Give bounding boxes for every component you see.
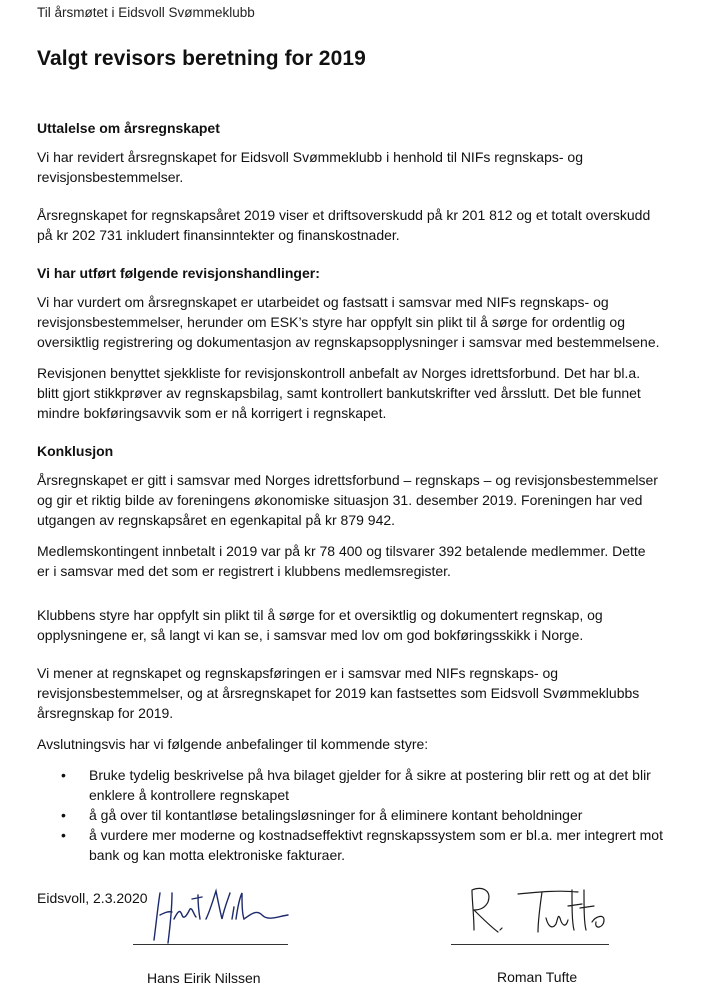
text-line: og gir et riktig bilde av foreningens økonomiske situasjon 31. desember 2019. Foreningen har ved [37,492,643,508]
signature-line-right [451,944,609,945]
bullet-icon: • [61,827,66,843]
signer-name-left: Hans Eirik Nilssen [147,970,261,986]
text-line: revisjonsbestemmelser. [37,169,184,185]
text-line: Klubbens styre har oppfylt sin plikt til å sørge for et oversiktlig og dokumentert regnskap, og [37,607,603,623]
document-body [37,118,687,865]
text-line: Årsregnskapet for regnskapsåret 2019 viser et driftsoverskudd på kr 201 812 og et totalt overskudd [37,207,651,223]
text-line: utgangen av regnskapsåret en egenkapital på kr 879 942. [37,512,396,528]
paragraph [37,663,687,723]
heading-conclusion: Konklusjon [37,443,114,459]
heading-statement: Uttalelse om årsregnskapet [37,120,220,136]
signer-name-right: Roman Tufte [497,969,578,985]
text-line: revisjonsbestemmelser, og at årsregnskapet for 2019 kan fastsettes som Eidsvoll Svømmeklubbs [37,685,640,701]
text-line: bank og kan motta elektroniske fakturaer. [89,847,346,863]
text-line: blitt gjort stikkprøver av regnskapsbilag, samt kontrollert bankutskrifter ved årsslutt. Det ble funnet [37,385,641,401]
recommendations-list [37,765,687,865]
paragraph [37,605,687,645]
paragraph: Avslutningsvis har vi følgende anbefalinger til kommende styre: [37,736,429,752]
place-date: Eidsvoll, 2.3.2020 [37,890,148,906]
bullet-icon: • [61,807,66,823]
list-item [37,805,687,825]
paragraph [37,541,687,581]
paragraph [37,147,687,187]
text-line: å vurdere mer moderne og kostnadseffektivt regnskapssystem som er bl.a. mer integrert mot [89,827,663,843]
text-line: Bruke tydelig beskrivelse på hva bilaget gjelder for å sikre at postering blir rett og at det blir [89,767,651,783]
text-line: mindre bokføringsavvik som er nå korrigert i regnskapet. [37,405,387,421]
list-item [37,825,687,865]
text-line: Årsregnskapet er gitt i samsvar med Norges idrettsforbund – regnskaps – og revisjonsbestemmelser [37,472,658,488]
text-line: Vi mener at regnskapet og regnskapsføringen er i samsvar med NIFs regnskaps- og [37,665,559,681]
text-line: Medlemskontingent innbetalt i 2019 var på kr 78 400 og tilsvarer 392 betalende medlemmer. Dette [37,543,646,559]
signature-right-icon [448,880,618,942]
bullet-icon: • [61,767,66,783]
addressee-line: Til årsmøtet i Eidsvoll Svømmeklubb [37,5,255,20]
paragraph [37,363,687,423]
text-line: opplysningene er, så langt vi kan se, i samsvar med lov om god bokføringsskikk i Norge. [37,627,584,643]
text-line: Vi har vurdert om årsregnskapet er utarbeidet og fastsatt i samsvar med NIFs regnskaps- og [37,294,609,310]
text-line: enklere å kontrollere regnskapet [89,787,290,803]
text-line: Revisjonen benyttet sjekkliste for revisjonskontroll anbefalt av Norges idrettsforbund. Det har bl.a. [37,365,641,381]
text-line: Vi har revidert årsregnskapet for Eidsvoll Svømmeklubb i henhold til NIFs regnskaps- og [37,149,583,165]
signature-line-left [133,944,288,945]
heading-actions: Vi har utført følgende revisjonshandlinger: [37,265,320,281]
signature-left-icon [132,885,292,947]
document-title: Valgt revisors beretning for 2019 [37,47,366,70]
paragraph [37,205,687,245]
text-line: å gå over til kontantløse betalingsløsninger for å eliminere kontant beholdninger [89,807,583,823]
text-line: årsregnskap for 2019. [37,705,174,721]
paragraph [37,292,687,352]
paragraph [37,470,687,530]
text-line: på kr 202 731 inkludert finansinntekter og finanskostnader. [37,227,400,243]
text-line: revisjonsbestemmelser, herunder om ESK’s styre har oppfylt sin plikt til å sørge for ordentlig og [37,314,625,330]
list-item [37,765,687,805]
text-line: er i samsvar med det som er registrert i klubbens medlemsregister. [37,563,451,579]
text-line: oversiktlig registrering og dokumentasjon av regnskapsopplysninger i samsvar med bestemmelsene. [37,334,660,350]
